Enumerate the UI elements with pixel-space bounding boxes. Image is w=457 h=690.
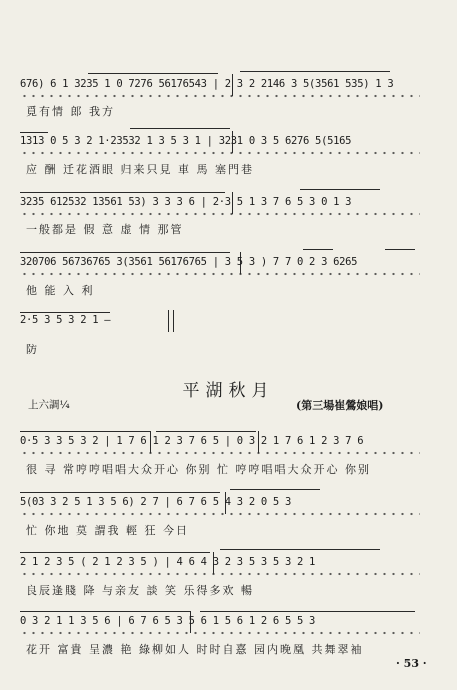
- beam: [20, 192, 225, 193]
- lyric-line: 覓有情 郎 我方: [26, 105, 115, 118]
- slur: [130, 128, 230, 129]
- beam: [20, 252, 230, 253]
- lyric-line: 很 寻 常哼哼唱唱大众开心 你别 忙 哼哼唱唱大众开心 你别: [26, 463, 371, 476]
- final-barline: [173, 310, 174, 332]
- slur: [300, 189, 380, 190]
- beam: [156, 431, 256, 432]
- key-signature: 上六調¼: [28, 399, 70, 411]
- slur: [240, 71, 390, 72]
- slur: [220, 549, 380, 550]
- note-line: 1313 0 5 3 2 1·23532 1 3 5 3 1 | 3231 0 3 5 6276 5(5165: [20, 135, 352, 147]
- lyric-line: 应 酬 迁花酒眼 归来只見 車 馬 塞門巷: [26, 163, 254, 176]
- slur: [385, 249, 415, 250]
- octave-dots: [20, 93, 420, 99]
- beam: [20, 312, 110, 313]
- note-line: 0·5 3 3 5 3 2 | 1 7 6 1 2 3 7 6 5 | 0 3 2 1 7 6 1 2 3 7 6: [20, 435, 364, 447]
- octave-dots: [20, 571, 420, 577]
- beam: [88, 73, 218, 74]
- octave-dots: [20, 271, 420, 277]
- octave-dots: [20, 211, 420, 217]
- note-line: 320706 56736765 3(3561 56176765 | 3 5 3 ) 7 7 0 2 3 6265: [20, 256, 358, 268]
- beam: [20, 552, 210, 553]
- beam: [20, 492, 220, 493]
- beam: [20, 611, 190, 612]
- lyric-line: 一般都是 假 意 虚 情 那管: [26, 223, 184, 236]
- song-subtitle: (第三場崔鶯娘唱): [296, 399, 384, 412]
- octave-dots: [20, 450, 420, 456]
- lyric-line: 防: [26, 343, 39, 356]
- note-line: 2·5 3 5 3 2 1 —: [20, 314, 111, 326]
- beam: [20, 431, 150, 432]
- lyric-line: 忙 你地 莫 謂我 輕 狂 今日: [26, 524, 189, 537]
- slur: [303, 249, 333, 250]
- octave-dots: [20, 511, 420, 517]
- beam: [20, 132, 48, 133]
- note-line: 0 3 2 1 1 3 5 6 | 6 7 6 5 3 5 6 1 5 6 1 2 6 5 5 3: [20, 615, 316, 627]
- slur: [230, 489, 320, 490]
- note-line: 2 1 2 3 5 ( 2 1 2 3 5 ) | 4 6 4 3 2 3 5 3 5 3 2 1: [20, 556, 316, 568]
- page-number: · 53 ·: [396, 657, 427, 670]
- lyric-line: 他 能 入 利: [26, 284, 95, 297]
- note-line: 3235 612532 13561 53) 3 3 3 6 | 2·3 5 1 3 7 6 5 3 0 1 3: [20, 196, 352, 208]
- octave-dots: [20, 150, 420, 156]
- octave-dots: [20, 630, 420, 636]
- note-line: 676) 6 1 3235 1 0 7276 56176543 | 2 3 2 2146 3 5(3561 535) 1 3: [20, 78, 394, 90]
- note-line: 5(03 3 2 5 1 3 5 6) 2 7 | 6 7 6 5 4 3 2 0 5 3: [20, 496, 291, 508]
- beam: [200, 611, 415, 612]
- song-title: 平湖秋月: [182, 381, 275, 401]
- lyric-line: 花开 富貴 呈濃 艳 綠柳如人 时时自憙 园内晚凰 共舞翠袖: [26, 643, 364, 656]
- final-barline: [168, 310, 169, 332]
- lyric-line: 良辰逢賤 降 与亲友 談 笑 乐得多欢 暢: [26, 584, 254, 597]
